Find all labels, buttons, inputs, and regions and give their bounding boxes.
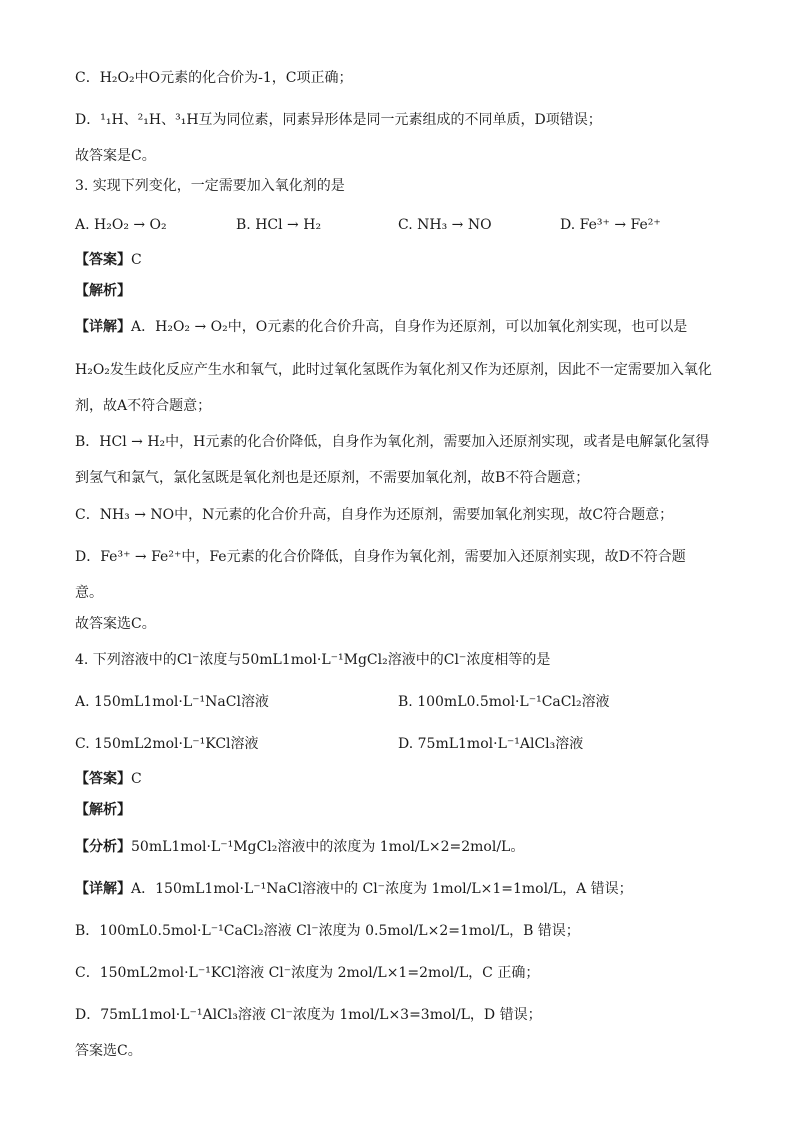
formula-h2o2: H₂O₂: [99, 70, 135, 86]
q4-option-c: C. 150mL2mol·L⁻¹KCl溶液: [75, 736, 259, 752]
q4-option-a: A. 150mL1mol·L⁻¹NaCl溶液: [75, 694, 269, 710]
q3-detail-d-line1: D．Fe³⁺ → Fe²⁺中，Fe元素的化合价降低，自身作为氧化剂，需要加入还原剂实现，故D不符合题: [75, 549, 686, 565]
isotope-3h: ³₁H: [175, 112, 199, 128]
q3-detail-a-line1: 【详解】A．H₂O₂ → O₂中，O元素的化合价升高，自身作为还原剂，可以加氧化剂实现，也可以是: [75, 319, 688, 335]
q4-option-d: D. 75mL1mol·L⁻¹AlCl₃溶液: [398, 736, 584, 752]
isotope-2h: ²₁H: [137, 112, 162, 128]
q4-analysis: 【分析】50mL1mol·L⁻¹MgCl₂溶液中的浓度为 1mol/L×2=2mol/L。: [75, 839, 525, 855]
prev-option-d-explanation: D．¹₁H、²₁H、³₁H互为同位素，同素异形体是同一元素组成的不同单质，D项错误；: [75, 112, 602, 128]
isotope-1h: ¹₁H: [100, 112, 124, 128]
q3-analysis-tag: 【解析】: [75, 283, 131, 299]
q3-detail-b-line2: 到氢气和氯气，氯化氢既是氧化剂也是还原剂，不需要加氧化剂，故B不符合题意；: [75, 470, 590, 486]
q3-detail-c: C．NH₃ → NO中，N元素的化合价升高，自身作为还原剂，需要加氧化剂实现，故C符合题意；: [75, 507, 674, 523]
q3-answer: 【答案】C: [75, 252, 142, 268]
q3-detail-d-line2: 意。: [75, 585, 103, 601]
q3-option-a: A. H₂O₂ → O₂: [75, 217, 167, 233]
q4-stem: 4. 下列溶液中的Cl⁻浓度与50mL1mol·L⁻¹MgCl₂溶液中的Cl⁻浓度相等的是: [75, 652, 551, 668]
q4-detail-b: B．100mL0.5mol·L⁻¹CaCl₂溶液 Cl⁻浓度为 0.5mol/L×2=1mol/L，B 错误；: [75, 923, 580, 939]
q4-analysis-tag: 【解析】: [75, 802, 131, 818]
q3-detail-a-line3: 剂，故A不符合题意；: [75, 398, 212, 414]
q3-detail-a-line2: H₂O₂发生歧化反应产生水和氧气，此时过氧化氢既作为氧化剂又作为还原剂，因此不一定需要加入氧化: [75, 362, 712, 378]
q4-detail-d: D．75mL1mol·L⁻¹AlCl₃溶液 Cl⁻浓度为 1mol/L×3=3mol/L，D 错误；: [75, 1007, 542, 1023]
q4-answer: 【答案】C: [75, 771, 142, 787]
prev-option-c-explanation: C．H₂O₂中O元素的化合价为-1，C项正确；: [75, 70, 353, 86]
q3-conclusion: 故答案选C。: [75, 616, 156, 632]
q4-option-b: B. 100mL0.5mol·L⁻¹CaCl₂溶液: [398, 694, 610, 710]
q3-stem: 3. 实现下列变化，一定需要加入氧化剂的是: [75, 178, 345, 194]
q3-detail-b-line1: B．HCl → H₂中，H元素的化合价降低，自身作为氧化剂，需要加入还原剂实现，或者是电解氯化氢得: [75, 434, 710, 450]
q3-option-b: B. HCl → H₂: [236, 217, 322, 233]
q4-detail-c: C．150mL2mol·L⁻¹KCl溶液 Cl⁻浓度为 2mol/L×1=2mol/L，C 正确；: [75, 965, 540, 981]
q3-option-d: D. Fe³⁺ → Fe²⁺: [560, 217, 661, 233]
prev-conclusion: 故答案是C。: [75, 148, 156, 164]
q4-conclusion: 答案选C。: [75, 1043, 142, 1059]
q3-option-c: C. NH₃ → NO: [398, 217, 492, 233]
q4-detail-a: 【详解】A．150mL1mol·L⁻¹NaCl溶液中的 Cl⁻浓度为 1mol/L×1=1mol/L，A 错误；: [75, 881, 633, 897]
